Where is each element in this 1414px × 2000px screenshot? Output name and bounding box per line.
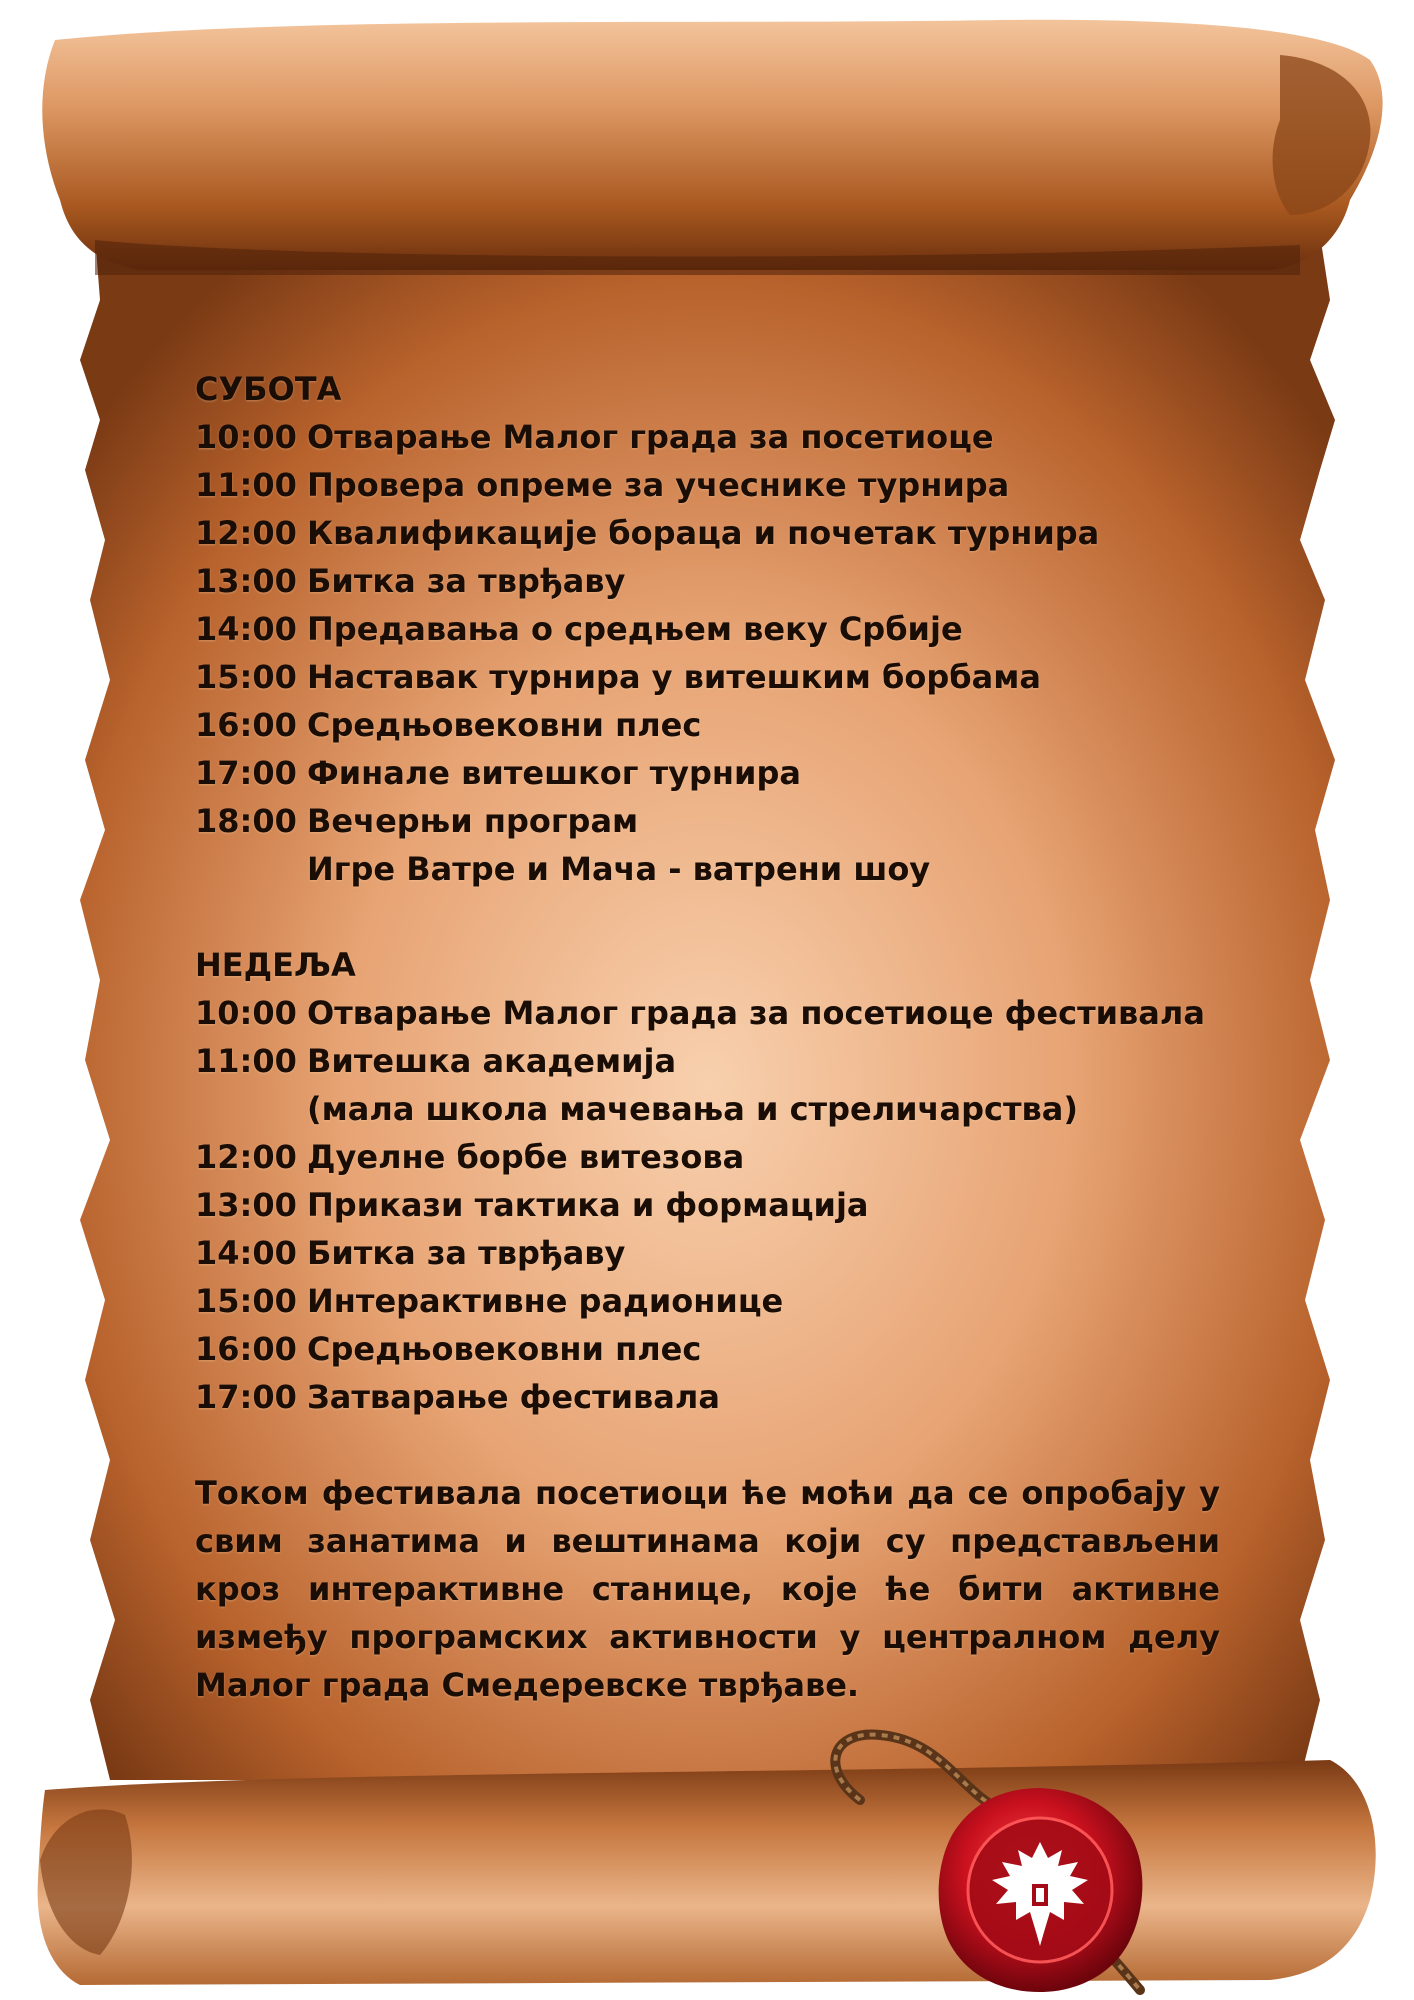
event-label: Квалификације бораца и почетак турнира: [307, 514, 1100, 552]
event-label: Битка за тврђаву: [307, 562, 626, 600]
schedule-row: [195, 989, 1220, 1037]
time-label: 11:00: [195, 466, 297, 504]
time-label: 18:00: [195, 802, 297, 840]
time-label: 17:00: [195, 1378, 297, 1416]
schedule-row: [195, 749, 1220, 797]
schedule-row: [195, 1277, 1220, 1325]
time-label: 12:00: [195, 514, 297, 552]
time-label: 14:00: [195, 610, 297, 648]
event-label: Отварање Малог града за посетиоце: [307, 418, 994, 456]
program-content: [195, 365, 1220, 1709]
event-label: Битка за тврђаву: [307, 1234, 626, 1272]
event-label: Средњовековни плес: [307, 706, 702, 744]
schedule-row: [195, 653, 1220, 701]
time-label: 13:00: [195, 1186, 297, 1224]
event-label: Предавања о средњем веку Србије: [307, 610, 963, 648]
bottom-roll: [38, 1760, 1376, 1985]
event-label: Затварање фестивала: [307, 1378, 720, 1416]
event-label: Витешка академија: [307, 1042, 677, 1080]
time-label: 16:00: [195, 706, 297, 744]
schedule-row: [195, 1373, 1220, 1421]
event-label: Прикази тактика и формација: [307, 1186, 869, 1224]
schedule-row: [195, 461, 1220, 509]
event-label: Финале витешког турнира: [307, 754, 801, 792]
sunday-heading: НЕДЕЉА: [195, 946, 356, 984]
schedule-subline: Игре Ватре и Мача - ватрени шоу: [307, 850, 931, 888]
time-label: 15:00: [195, 1282, 297, 1320]
spacer: [195, 893, 1220, 941]
time-label: 11:00: [195, 1042, 297, 1080]
schedule-row: [195, 509, 1220, 557]
event-label: Отварање Малог града за посетиоце фестивала: [307, 994, 1205, 1032]
event-label: Средњовековни плес: [307, 1330, 702, 1368]
time-label: 17:00: [195, 754, 297, 792]
event-label: Провера опреме за учеснике турнира: [307, 466, 1010, 504]
time-label: 10:00: [195, 994, 297, 1032]
event-label: Дуелне борбе витезова: [307, 1138, 745, 1176]
schedule-row: [195, 413, 1220, 461]
schedule-row: [195, 1181, 1220, 1229]
schedule-row: [195, 1229, 1220, 1277]
schedule-row: [195, 701, 1220, 749]
time-label: 16:00: [195, 1330, 297, 1368]
time-label: 10:00: [195, 418, 297, 456]
time-label: 15:00: [195, 658, 297, 696]
event-label: Вечерњи програм: [307, 802, 639, 840]
time-label: 14:00: [195, 1234, 297, 1272]
time-label: 13:00: [195, 562, 297, 600]
schedule-row: [195, 797, 1220, 845]
double-headed-eagle-wax-seal-icon: [930, 1780, 1150, 2000]
time-label: 12:00: [195, 1138, 297, 1176]
schedule-row: [195, 1133, 1220, 1181]
schedule-subline: (мала школа мачевања и стреличарства): [307, 1090, 1078, 1128]
schedule-row: [195, 557, 1220, 605]
schedule-row: [195, 605, 1220, 653]
schedule-row: [195, 1037, 1220, 1085]
top-roll: [42, 20, 1382, 270]
schedule-row: [195, 1325, 1220, 1373]
event-label: Наставак турнира у витешким борбама: [307, 658, 1041, 696]
saturday-heading: СУБОТА: [195, 370, 342, 408]
festival-note: Током фестивала посетиоци ће моћи да се опробају у свим занатима и вештинама који су представљени кроз интерактивне станице, које ће бити активне између програмских активности у централном делу Малог града Смедеревске тврђаве.: [195, 1474, 1220, 1704]
event-label: Интерактивне радионице: [307, 1282, 784, 1320]
